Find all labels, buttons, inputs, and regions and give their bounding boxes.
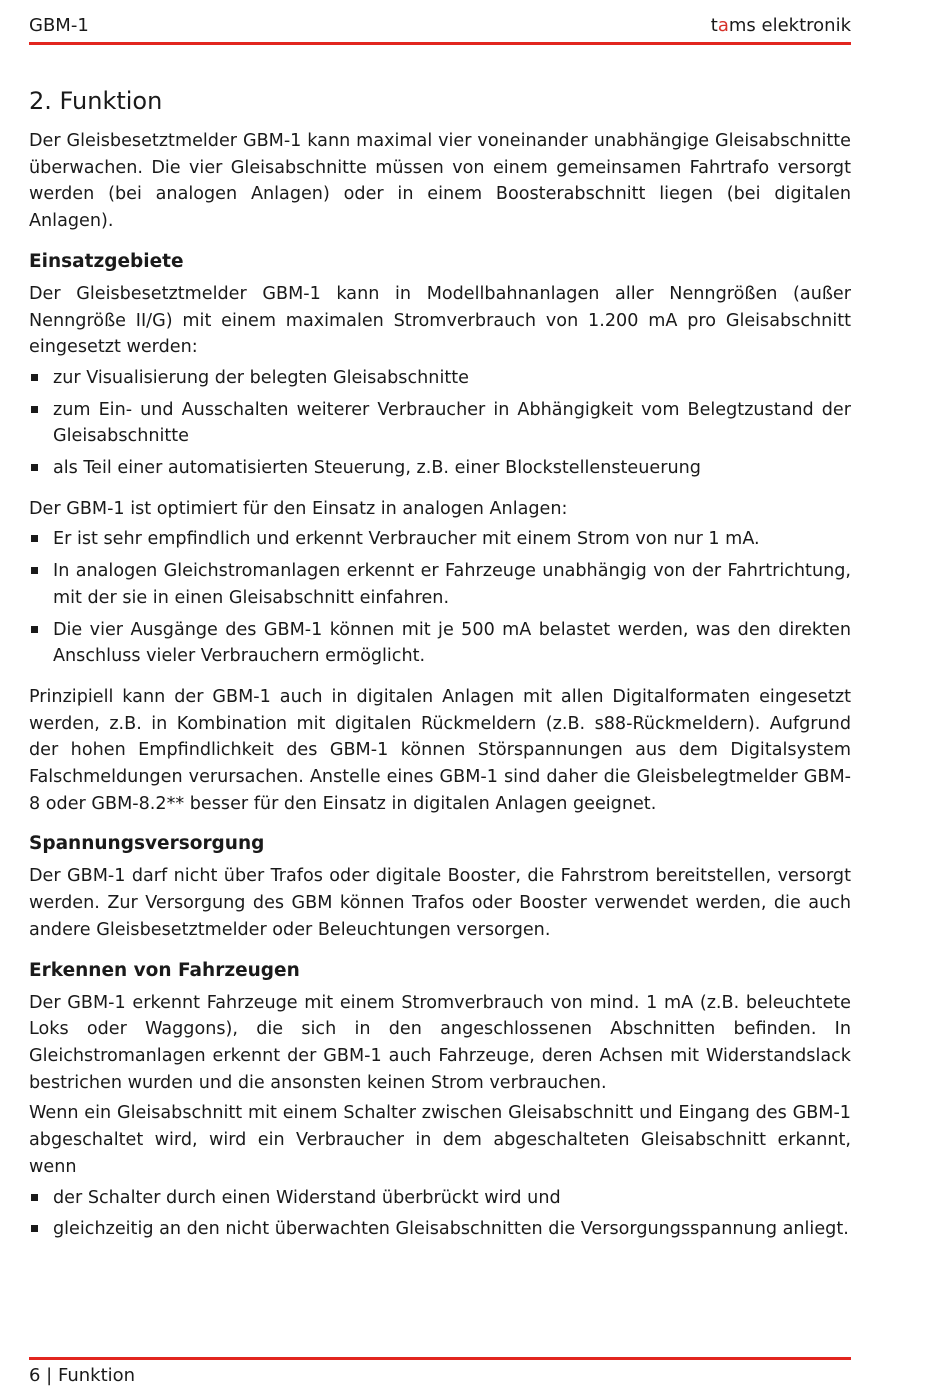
list-item-text: der Schalter durch einen Widerstand überbrückt wird und bbox=[53, 1187, 561, 1208]
erkennen-list bbox=[29, 1185, 851, 1243]
list-item bbox=[29, 397, 851, 450]
bullet-icon bbox=[31, 1225, 38, 1232]
erkennen-paragraph-1: Der GBM-1 erkennt Fahrzeuge mit einem Stromverbrauch von mind. 1 mA (z.B. beleuchtete Loks oder Waggons), die sich in den angeschlossenen Abschnitten befinden. In Gleichstromanlagen erkennt der GBM-1 auch Fahrzeuge, deren Achsen mit Widerstandslack bestrichen wurden und die ansonsten keinen Strom verbrauchen. bbox=[29, 992, 851, 1093]
bullet-icon bbox=[31, 535, 38, 542]
bullet-icon bbox=[31, 406, 38, 413]
page-content bbox=[29, 86, 851, 1257]
list-item bbox=[29, 1185, 851, 1212]
brand-part-2: ms elektronik bbox=[728, 15, 851, 36]
bullet-icon bbox=[31, 567, 38, 574]
list-item bbox=[29, 1216, 851, 1243]
bullet-icon bbox=[31, 464, 38, 471]
list-item-text: zur Visualisierung der belegten Gleisabschnitte bbox=[53, 367, 469, 388]
analog-paragraph: Der GBM-1 ist optimiert für den Einsatz in analogen Anlagen: bbox=[29, 498, 568, 519]
bullet-icon bbox=[31, 1194, 38, 1201]
brand-part-1: t bbox=[710, 15, 718, 36]
list-item-text: als Teil einer automatisierten Steuerung, z.B. einer Blockstellensteuerung bbox=[53, 458, 701, 479]
erkennen-heading: Erkennen von Fahrzeugen bbox=[29, 959, 300, 981]
bullet-icon bbox=[31, 374, 38, 381]
list-item-text: Er ist sehr empfindlich und erkennt Verbraucher mit einem Strom von nur 1 mA. bbox=[53, 529, 760, 550]
spannungsversorgung-paragraph: Der GBM-1 darf nicht über Trafos oder digitale Booster, die Fahrstrom bereitstellen, versorgt werden. Zur Versorgung des GBM können Trafos oder Booster verwendet werden, die auch andere Gleisbesetztmelder oder Beleuchtungen versorgen. bbox=[29, 866, 851, 940]
header-brand bbox=[711, 15, 851, 36]
analog-list bbox=[29, 526, 851, 670]
list-item-text: Die vier Ausgänge des GBM-1 können mit je 500 mA belastet werden, was den direkten Anschluss vieler Verbrauchern ermöglicht. bbox=[53, 619, 851, 667]
document-page bbox=[29, 0, 851, 1389]
list-item bbox=[29, 365, 851, 392]
brand-accent-letter: a bbox=[717, 15, 729, 36]
header-divider bbox=[29, 42, 851, 45]
page-header bbox=[29, 15, 851, 39]
erkennen-paragraph-2: Wenn ein Gleisabschnitt mit einem Schalter zwischen Gleisabschnitt und Eingang des GBM-1 abgeschaltet wird, wird ein Verbraucher in dem abgeschalteten Gleisabschnitt erkannt, wenn bbox=[29, 1103, 851, 1177]
list-item bbox=[29, 526, 851, 553]
einsatzgebiete-heading: Einsatzgebiete bbox=[29, 250, 184, 272]
section-title: 2. Funktion bbox=[29, 87, 163, 115]
digital-paragraph: Prinzipiell kann der GBM-1 auch in digitalen Anlagen mit allen Digitalformaten eingesetzt werden, z.B. in Kombination mit digitalen Rückmeldern (z.B. s88-Rückmeldern). Aufgrund der hohen Empfindlichkeit des GBM-1 können Störspannungen aus dem Digitalsystem Falschmeldungen verursachen. Anstelle eines GBM-1 sind daher die Gleisbelegtmelder GBM-8 oder GBM-8.2** besser für den Einsatz in digitalen Anlagen geeignet. bbox=[29, 686, 851, 814]
intro-paragraph: Der Gleisbesetztmelder GBM-1 kann maximal vier voneinander unabhängige Gleisabschnitte überwachen. Die vier Gleisabschnitte müssen von einem gemeinsamen Fahrtrafo versorgt werden (bei analogen Anlagen) oder in einem Boosterabschnitt liegen (bei digitalen Anlagen). bbox=[29, 131, 851, 232]
page-footer: 6 | Funktion bbox=[29, 1365, 136, 1386]
footer-divider bbox=[29, 1357, 851, 1360]
list-item-text: gleichzeitig an den nicht überwachten Gleisabschnitten die Versorgungsspannung anliegt. bbox=[53, 1219, 849, 1240]
einsatzgebiete-list bbox=[29, 365, 851, 482]
list-item-text: zum Ein- und Ausschalten weiterer Verbraucher in Abhängigkeit vom Belegtzustand der Gleisabschnitte bbox=[53, 399, 851, 447]
einsatzgebiete-paragraph: Der Gleisbesetztmelder GBM-1 kann in Modellbahnanlagen aller Nenngrößen (außer Nenngröße II/G) mit einem maximalen Stromverbrauch von 1.200 mA pro Gleisabschnitt eingesetzt werden: bbox=[29, 283, 851, 358]
list-item bbox=[29, 455, 851, 482]
spannungsversorgung-heading: Spannungsversorgung bbox=[29, 833, 265, 855]
list-item-text: In analogen Gleichstromanlagen erkennt er Fahrzeuge unabhängig von der Fahrtrichtung, mit der sie in einen Gleisabschnitt einfahren. bbox=[53, 561, 851, 608]
list-item bbox=[29, 617, 851, 670]
bullet-icon bbox=[31, 626, 38, 633]
list-item bbox=[29, 558, 851, 611]
header-doc-title: GBM-1 bbox=[29, 15, 89, 36]
